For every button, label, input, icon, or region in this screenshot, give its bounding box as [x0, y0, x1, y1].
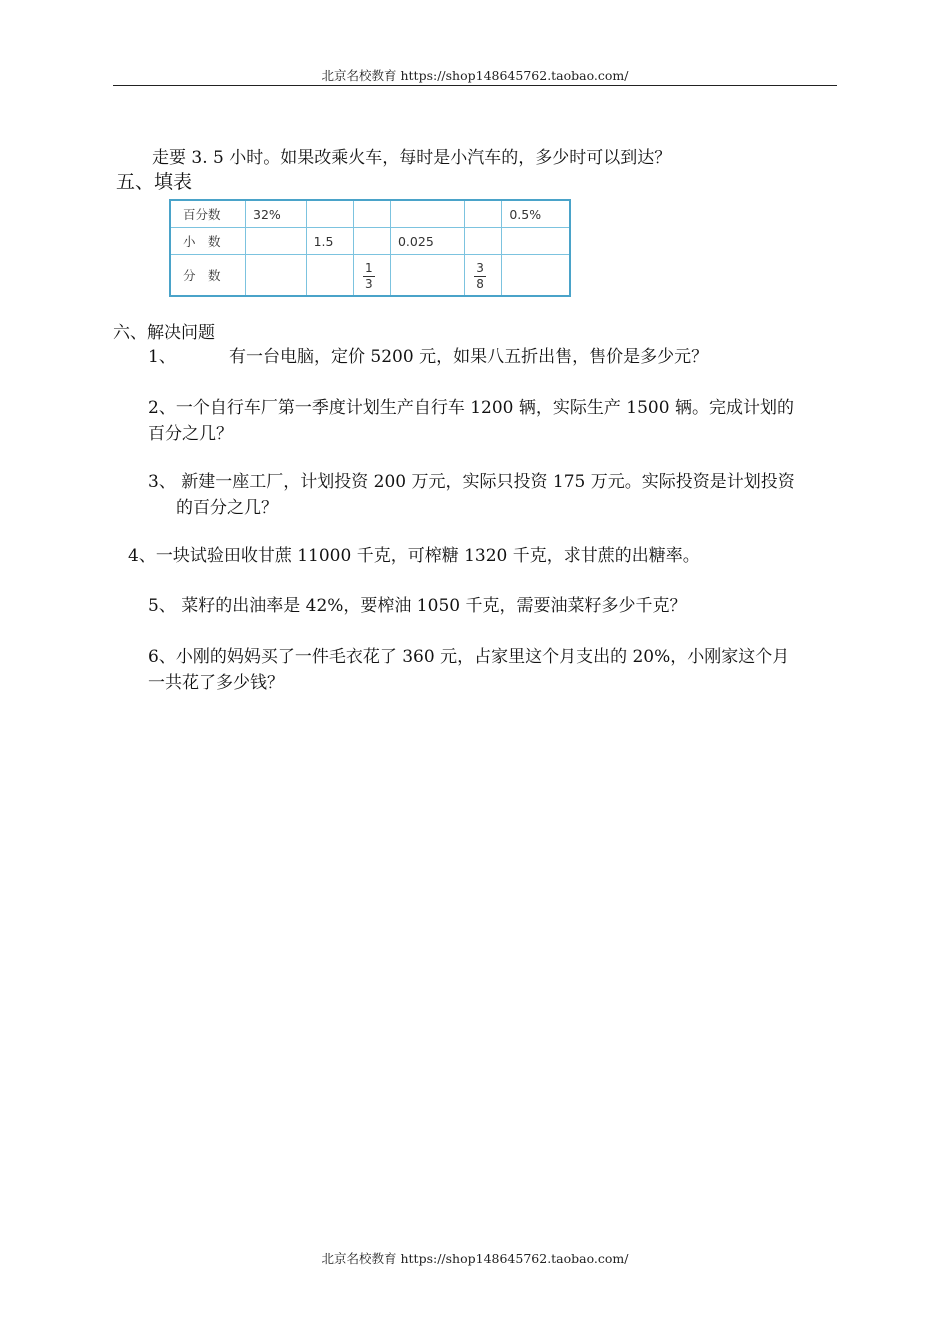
intro-line: 走要 3. 5 小时。如果改乘火车，每时是小汽车的，多少时可以到达？	[152, 148, 672, 168]
row-label-fraction: 分 数	[170, 255, 246, 297]
question-3-line-2: 的百分之几？	[176, 498, 278, 518]
question-3-line-1: 3、 新建一座工厂，计划投资 200 万元，实际只投资 175 万元。实际投资是计划投资	[148, 472, 795, 492]
question-2-line-1: 2、一个自行车厂第一季度计划生产自行车 1200 辆，实际生产 1500 辆。完成计划的	[148, 398, 794, 418]
table-cell	[306, 255, 353, 297]
table-cell	[465, 255, 502, 297]
table-row-percent	[170, 200, 570, 228]
table-cell	[390, 200, 464, 228]
question-1: 有一台电脑，定价 5200 元，如果八五折出售，售价是多少元？	[229, 347, 709, 367]
table-cell	[246, 255, 307, 297]
question-4: 4、一块试验田收甘蔗 11000 千克，可榨糖 1320 千克，求甘蔗的出糖率。	[128, 546, 700, 566]
question-1-number: 1、	[148, 347, 176, 367]
table-cell: 0.5%	[502, 200, 570, 228]
table-row-fraction	[170, 255, 570, 297]
fraction-denominator: 8	[476, 276, 484, 291]
fraction-numerator: 3	[476, 260, 484, 275]
question-6-line-2: 一共花了多少钱？	[148, 673, 284, 693]
section5-title: 五、填表	[116, 171, 193, 193]
question-2-line-2: 百分之几？	[148, 424, 233, 444]
conversion-table	[169, 199, 571, 297]
table-cell	[353, 255, 390, 297]
row-label-percent: 百分数	[170, 200, 246, 228]
header-divider	[113, 85, 837, 86]
table-cell	[246, 228, 307, 255]
fraction-three-eighths	[474, 262, 486, 291]
table-cell	[390, 255, 464, 297]
row-label-decimal: 小 数	[170, 228, 246, 255]
fraction-numerator: 1	[364, 260, 373, 275]
table-cell	[353, 200, 390, 228]
question-6-line-1: 6、小刚的妈妈买了一件毛衣花了 360 元，占家里这个月支出的 20%，小刚家这个月	[148, 647, 790, 667]
table-cell	[465, 228, 502, 255]
page-header: 北京名校教育 https://shop148645762.taobao.com/	[321, 68, 629, 83]
fraction-denominator: 3	[364, 276, 373, 291]
table-cell: 32%	[246, 200, 307, 228]
table-cell	[353, 228, 390, 255]
fraction-one-third	[363, 262, 375, 291]
section6-title: 六、解决问题	[113, 323, 215, 343]
table-cell: 1.5	[306, 228, 353, 255]
table-cell	[502, 228, 570, 255]
table-cell	[502, 255, 570, 297]
table-cell	[465, 200, 502, 228]
page-footer: 北京名校教育 https://shop148645762.taobao.com/	[321, 1251, 629, 1266]
table-cell	[306, 200, 353, 228]
table-row-decimal	[170, 228, 570, 255]
table-cell: 0.025	[390, 228, 464, 255]
question-5: 5、 菜籽的出油率是 42%，要榨油 1050 千克，需要油菜籽多少千克？	[148, 596, 687, 616]
